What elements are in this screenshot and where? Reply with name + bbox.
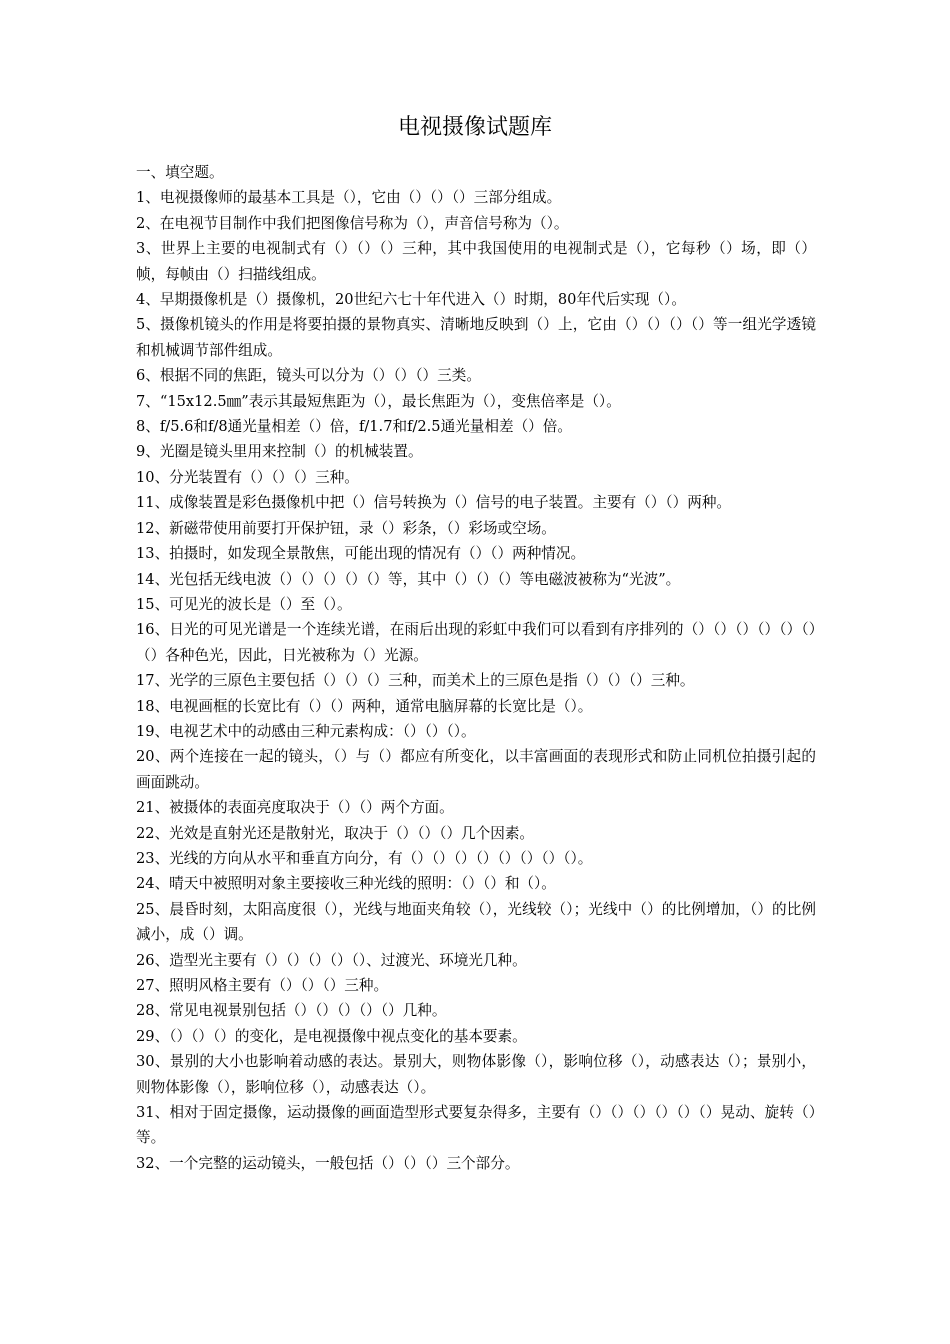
question-item: 18、电视画框的长宽比有（）（）两种，通常电脑屏幕的长宽比是（）。: [136, 697, 593, 715]
question-item: 23、光线的方向从水平和垂直方向分，有（）（）（）（）（）（）（）（）。: [136, 849, 593, 867]
question-item: 12、新磁带使用前要打开保护钮，录（）彩条，（）彩场或空场。: [136, 519, 556, 537]
question-item: 13、拍摄时，如发现全景散焦，可能出现的情况有（）（）两种情况。: [136, 545, 586, 563]
question-item: 3、世界上主要的电视制式有（）（）（）三种，其中我国使用的电视制式是（），它每秒（）场，即（）帧，每帧由（）扫描线组成。: [136, 240, 816, 283]
question-item: 24、晴天中被照明对象主要接收三种光线的照明：（）（）和（）。: [136, 875, 556, 893]
question-item: 25、晨昏时刻，太阳高度很（），光线与地面夹角较（），光线较（）；光线中（）的比例增加，（）的比例减小，成（）调。: [136, 900, 816, 944]
question-item: 7、“15x12.5㎜”表示其最短焦距为（），最长焦距为（），变焦倍率是（）。: [136, 392, 621, 410]
question-item: 4、早期摄像机是（）摄像机，20世纪六七十年代进入（）时期，80年代后实现（）。: [136, 291, 686, 309]
question-item: 15、可见光的波长是（）至（）。: [136, 595, 352, 613]
document-title: 电视摄像试题库: [397, 115, 552, 140]
section-heading: 一、填空题。: [136, 164, 224, 181]
question-item: 32、一个完整的运动镜头，一般包括（）（）（）三个部分。: [136, 1154, 520, 1172]
question-item: 17、光学的三原色主要包括（）（）（）三种，而美术上的三原色是指（）（）（）三种。: [136, 672, 695, 690]
question-item: 22、光效是直射光还是散射光，取决于（）（）（）几个因素。: [136, 824, 535, 842]
question-list: [136, 160, 816, 1176]
question-item: 29、（）（）（）的变化，是电视摄像中视点变化的基本要素。: [136, 1027, 527, 1045]
question-item: 1、电视摄像师的最基本工具是（），它由（）（）（）三部分组成。: [136, 189, 562, 207]
question-item: 8、f/5.6和f/8通光量相差（）倍，f/1.7和f/2.5通光量相差（）倍。: [136, 418, 572, 436]
question-item: 28、常见电视景别包括（）（）（）（）（）几种。: [136, 1002, 447, 1020]
question-item: 2、在电视节目制作中我们把图像信号称为（），声音信号称为（）。: [136, 214, 569, 232]
question-item: 31、相对于固定摄像，运动摄像的画面造型形式要复杂得多，主要有（）（）（）（）（）（）晃动、旋转（）等。: [136, 1104, 816, 1147]
question-item: 19、电视艺术中的动感由三种元素构成：（）（）（）。: [136, 722, 476, 740]
question-item: 5、摄像机镜头的作用是将要拍摄的景物真实、清晰地反映到（）上，它由（）（）（）（）等一组光学透镜和机械调节部件组成。: [136, 316, 816, 359]
question-item: 27、照明风格主要有（）（）（）三种。: [136, 977, 389, 994]
question-item: 10、分光装置有（）（）（）三种。: [136, 468, 359, 486]
question-item: 14、光包括无线电波（）（）（）（）（）等，其中（）（）（）等电磁波被称为“光波”。: [136, 570, 681, 588]
question-item: 26、造型光主要有（）（）（）（）（）、过渡光、环境光几种。: [136, 951, 527, 969]
question-item: 6、根据不同的焦距，镜头可以分为（）（）（）三类。: [136, 367, 481, 385]
question-item: 16、日光的可见光谱是一个连续光谱，在雨后出现的彩虹中我们可以看到有序排列的（）（）（）（）（）（）（）各种色光，因此，日光被称为（）光源。: [136, 621, 816, 664]
question-item: 9、光圈是镜头里用来控制（）的机械装置。: [136, 443, 423, 461]
question-item: 30、景别的大小也影响着动感的表达。景别大，则物体影像（），影响位移（），动感表达（）；景别小，则物体影像（），影响位移（），动感表达（）。: [136, 1053, 816, 1096]
question-item: 21、被摄体的表面亮度取决于（）（）两个方面。: [136, 799, 454, 817]
question-item: 11、成像装置是彩色摄像机中把（）信号转换为（）信号的电子装置。主要有（）（）两种。: [136, 494, 732, 512]
question-item: 20、两个连接在一起的镜头，（）与（）都应有所变化，以丰富画面的表现形式和防止同机位拍摄引起的画面跳动。: [136, 748, 816, 791]
